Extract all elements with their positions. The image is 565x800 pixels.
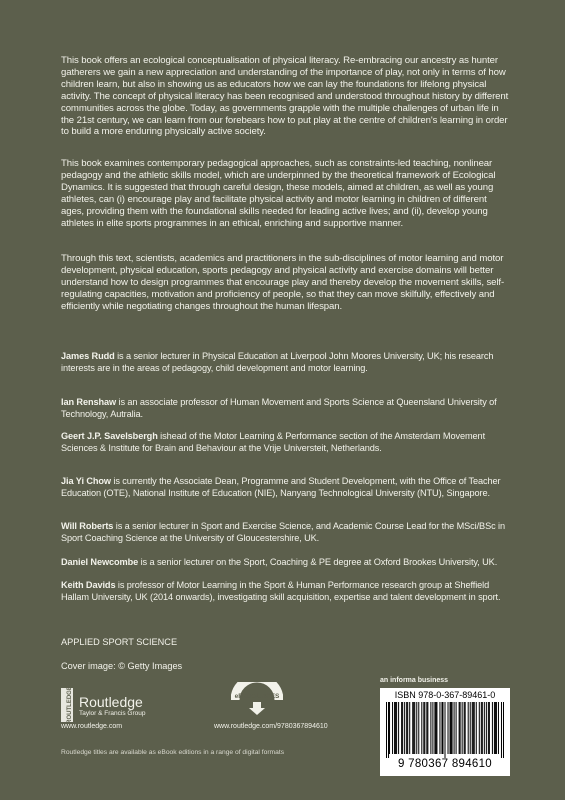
barcode-bar (439, 702, 440, 754)
barcode-bar (452, 702, 453, 754)
author-bio (61, 397, 511, 420)
cover-credit: Cover image: © Getty Images (61, 661, 183, 671)
author-bio (61, 557, 511, 569)
barcode-bar (435, 702, 436, 754)
barcode-bar (402, 702, 403, 754)
isbn-digits: 9 780367 894610 (397, 758, 493, 770)
barcode-bar (442, 702, 443, 754)
barcode-bar (486, 702, 487, 754)
author-bio-text: ishead of the Motor Learning & Performance section of the Amsterdam Movement Sciences & Institute for Brain and Behaviour at the Vrije Universteit, Netherlands. (61, 431, 486, 453)
author-name: Daniel Newcombe (61, 557, 139, 567)
barcode-bar (450, 702, 451, 754)
barcode-bar (473, 702, 474, 754)
author-bio-text: is a senior lecturer in Physical Education at Liverpool John Moores University, UK; his research interests are in the areas of pedagogy, child development and motor learning. (61, 351, 494, 373)
barcode-bar (386, 702, 387, 758)
barcode-bar (407, 702, 408, 754)
barcode-bar (426, 702, 427, 754)
author-bio (61, 476, 511, 499)
barcode-bar (413, 702, 414, 754)
author-bio-text: is a senior lecturer in Sport and Exercise Science, and Academic Course Lead for the MSci/BSc in Sport Coaching Science at the University of Gloucestershire, UK. (61, 521, 506, 543)
barcode-bar (394, 702, 395, 754)
blurb-paragraph-1: This book offers an ecological conceptualisation of physical literacy. Re-embracing our ancestry as hunter gatherers we gain a new appreciation and understanding of the importance of play, not only in terms of how children learn, but also in showing us as educators how we can lay the foundations for lifelong physical activity. The concept of physical literacy has been recognised and understood throughout history by different communities across the globe. Today, as governments grapple with the multiple challenges of urban life in the 21st century, we can learn from our forebears how to put play at the centre of children's learning in order to build a more enduring physically active society. (61, 55, 509, 138)
author-name: Will Roberts (61, 521, 114, 531)
barcode-bar (396, 702, 397, 754)
author-bio (61, 351, 511, 374)
author-bio (61, 521, 511, 544)
publisher-group: Taylor & Francis Group (79, 709, 146, 717)
barcode-bar (416, 702, 417, 754)
barcode-bar (472, 702, 473, 754)
author-name: Geert J.P. Savelsbergh (61, 431, 158, 441)
barcode-bar (395, 702, 396, 754)
barcode-bar (441, 702, 442, 754)
barcode-bar (451, 702, 452, 754)
barcode-bar (401, 702, 402, 754)
barcode-bar (494, 702, 495, 754)
barcode-bar (434, 702, 435, 754)
barcode-bar (503, 702, 504, 758)
barcode-bar (454, 702, 455, 754)
barcode-bar (412, 702, 413, 754)
eresources-badge-icon (231, 682, 283, 716)
eresources-label: eRESOURCES (234, 693, 280, 700)
author-bio (61, 580, 511, 603)
series-name: APPLIED SPORT SCIENCE (61, 637, 178, 647)
barcode-bar (427, 702, 428, 754)
author-bio-text: is professor of Motor Learning in the Sport & Human Performance research group at Sheffield Hallam University, UK (2014 onwards), investigating skill acquisition, expertise and talent development in sport. (61, 580, 501, 602)
barcode-bar (470, 702, 471, 754)
isbn-text: ISBN 978-0-367-89461-0 (394, 690, 496, 700)
barcode-bar (430, 702, 431, 754)
barcode-bar (479, 702, 480, 754)
barcode-bar (409, 702, 410, 754)
barcode-bar (448, 702, 449, 754)
barcode-bar (476, 702, 477, 754)
barcode-bar (496, 702, 497, 754)
barcode-bar (424, 702, 425, 754)
barcode-bar (462, 702, 463, 754)
barcode-bar (436, 702, 437, 754)
barcode-bar (481, 702, 482, 754)
barcode-bar (421, 702, 422, 754)
barcode-bar (468, 702, 469, 754)
informa-label: an informa business (380, 677, 449, 684)
barcode-bar (404, 702, 405, 754)
author-bio-text: is a senior lecturer on the Sport, Coaching & PE degree at Oxford Brookes University, UK. (138, 557, 498, 567)
publisher-url: www.routledge.com (61, 723, 123, 730)
author-name: Ian Renshaw (61, 397, 117, 407)
barcode-bar (418, 702, 419, 754)
author-bio-text: is currently the Associate Dean, Programme and Student Development, with the Office of Teacher Education (OTE), National Institute of Education (NIE), Nanyang Technological University (NTU), Singapore. (61, 476, 501, 498)
routledge-spine-mark-icon: ROUTLEDGE (61, 688, 73, 722)
barcode-bar (456, 702, 457, 754)
barcode-bar (464, 702, 465, 754)
barcode-bar (482, 702, 483, 754)
resources-url: www.routledge.com/9780367894610 (214, 723, 328, 730)
author-name: James Rudd (61, 351, 115, 361)
barcode-panel (380, 688, 510, 776)
barcode-bar (414, 702, 415, 754)
barcode-bar (488, 702, 489, 754)
barcode-bar (492, 702, 493, 754)
barcode-bar (406, 702, 407, 754)
barcode-bar (460, 702, 461, 754)
barcode-bar (501, 702, 502, 758)
barcode-bar (489, 702, 490, 754)
routledge-logo (61, 688, 145, 722)
ebook-footnote: Routledge titles are available as eBook editions in a range of digital formats (61, 749, 285, 756)
barcode-bar (484, 702, 485, 754)
barcode-bar (498, 702, 499, 754)
barcode-bar (389, 702, 390, 754)
author-bio-text: is an associate professor of Human Movement and Sports Science at Queensland University of Technology, Autralia. (61, 397, 497, 419)
blurb-paragraph-2: This book examines contemporary pedagogical approaches, such as constraints-led teaching, nonlinear pedagogy and the athletic skills model, which are underpinned by the theoretical framework of Ecological Dynamics. It is suggested that through careful design, these models, aimed at children, as well as young athletes, can (i) encourage play and facilitate physical activity and motor learning in children of different ages, providing them with the foundational skills needed for leading active lives; and (ii), develop young athletes in elite sports programmes in an ethical, enriching and supportive manner. (61, 158, 496, 229)
publisher-name: Routledge (79, 693, 143, 710)
barcode-bar (423, 702, 424, 754)
blurb-paragraph-3: Through this text, scientists, academics and practitioners in the sub-disciplines of motor learning and motor development, physical education, sports pedagogy and physical activity and exercise domains will better understand how to design programmes that encourage play and thereby develop the movement skills, self-regulating capacities, motivation and proficiency of people, so that they can move skilfully, effectively and efficiently while negotiating changes throughout the human lifespan. (61, 253, 505, 312)
barcode-bar (459, 702, 460, 754)
author-name: Jia Yi Chow (61, 476, 111, 486)
barcode-icon (386, 702, 504, 758)
barcode-bar (495, 702, 496, 754)
barcode-bar (445, 702, 446, 758)
barcode-bar (432, 702, 433, 754)
barcode-bar (465, 702, 466, 754)
author-bio (61, 431, 511, 454)
barcode-bar (474, 702, 475, 754)
author-name: Keith Davids (61, 580, 116, 590)
barcode-bar (388, 702, 389, 758)
barcode-bar (392, 702, 393, 754)
barcode-bar (398, 702, 399, 754)
